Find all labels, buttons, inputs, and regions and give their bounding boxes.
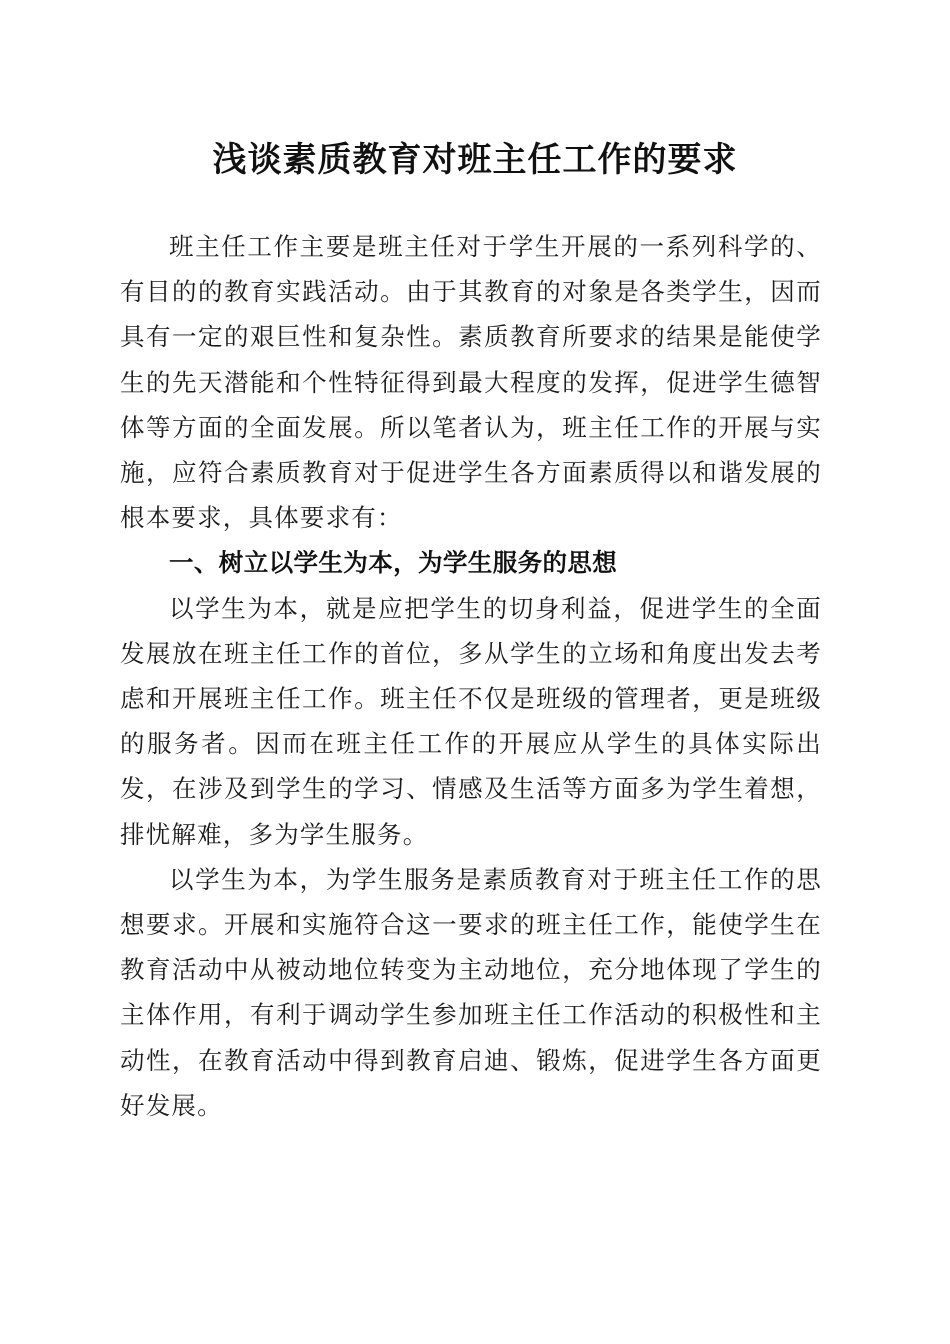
section-heading-1: 一、树立以学生为本，为学生服务的思想	[169, 548, 618, 578]
paragraph-intro: 班主任工作主要是班主任对于学生开展的一系列科学的、有目的的教育实践活动。由于其教育的对象是各类学生，因而具有一定的艰巨性和复杂性。素质教育所要求的结果是能使学生的先天潜能和个性特征得到最大程度的发挥，促进学生德智体等方面的全面发展。所以笔者认为，班主任工作的开展与实施，应符合素质教育对于促进学生各方面素质得以和谐发展的根本要求，具体要求有：	[120, 232, 822, 533]
document-title: 浅谈素质教育对班主任工作的要求	[212, 140, 738, 180]
paragraph-service-requirement: 以学生为本，为学生服务是素质教育对于班主任工作的思想要求。开展和实施符合这一要求的班主任工作，能使学生在教育活动中从被动地位转变为主动地位，充分地体现了学生的主体作用，有利于调动学生参加班主任工作活动的积极性和主动性，在教育活动中得到教育启迪、锻炼，促进学生各方面更好发展。	[120, 864, 822, 1120]
paragraph-student-centered: 以学生为本，就是应把学生的切身利益，促进学生的全面发展放在班主任工作的首位，多从学生的立场和角度出发去考虑和开展班主任工作。班主任不仅是班级的管理者，更是班级的服务者。因而在班主任工作的开展应从学生的具体实际出发，在涉及到学生的学习、情感及生活等方面多为学生着想，排忧解难，多为学生服务。	[120, 593, 822, 849]
document-body	[120, 224, 822, 1128]
